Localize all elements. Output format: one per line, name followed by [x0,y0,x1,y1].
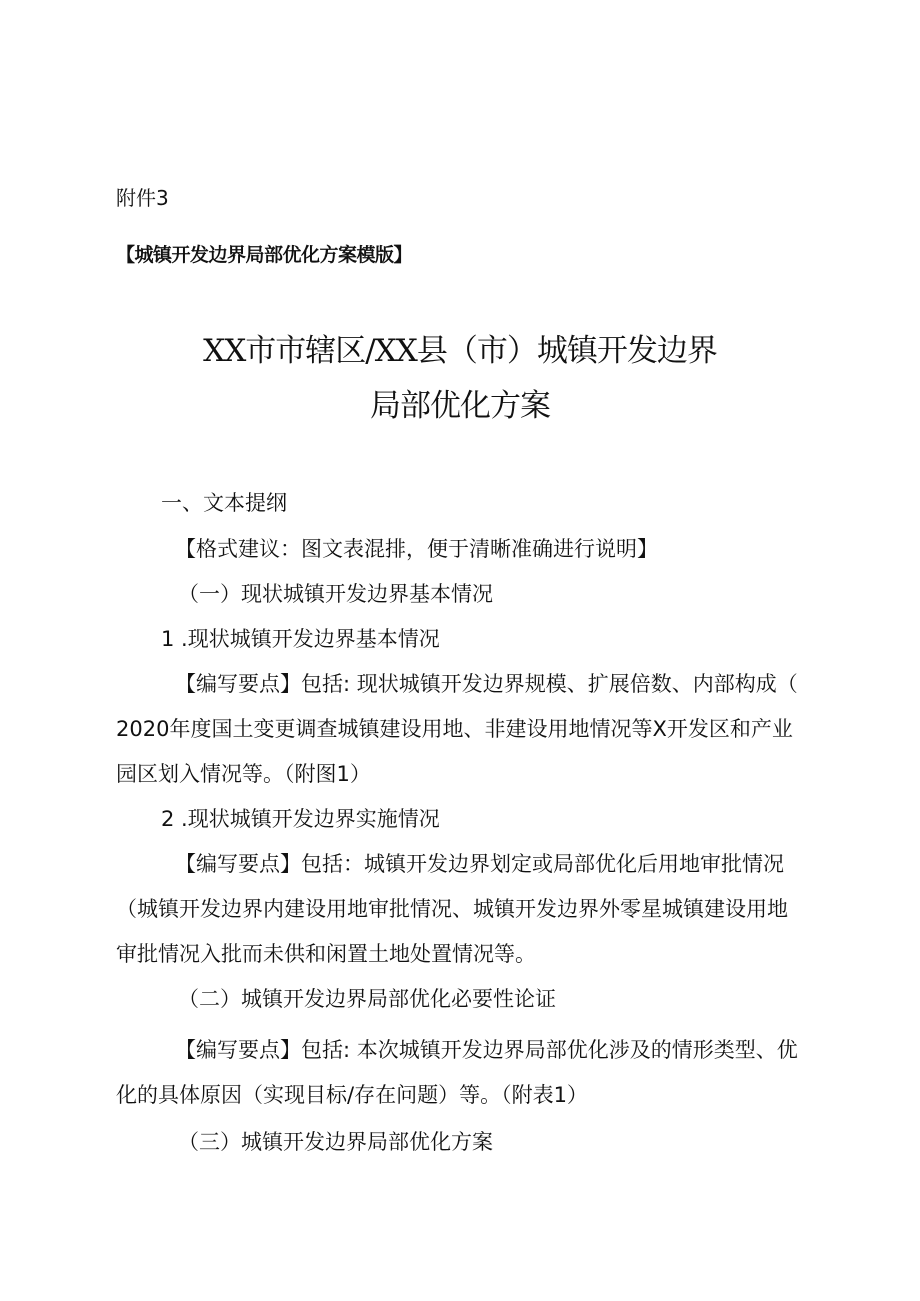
subsection-2-paragraph-line-1: 【编写要点】包括: 本次城镇开发边界局部优化涉及的情形类型、优 [175,1038,798,1062]
item-1-paragraph-line-2: 2020年度国土变更调查城镇建设用地、非建设用地情况等X开发区和产业 [116,717,793,741]
document-title-line-1: XX市市辖区/XX县（市）城镇开发边界 [203,333,717,369]
document-title-line-2: 局部优化方案 [370,388,550,424]
item-1-paragraph-line-3: 园区划入情况等。（附图1） [116,762,371,786]
subsection-heading-3: （三）城镇开发边界局部优化方案 [178,1130,493,1154]
subsection-heading-1: （一）现状城镇开发边界基本情况 [178,582,493,606]
subsection-heading-2: （二）城镇开发边界局部优化必要性论证 [178,987,556,1011]
template-label: 【城镇开发边界局部优化方案模版】 [116,244,413,266]
subsection-2-paragraph-line-2: 化的具体原因（实现目标/存在问题）等。（附表1） [116,1083,588,1107]
item-2-paragraph-line-3: 审批情况入批而未供和闲置土地处置情况等。 [116,942,536,966]
item-heading-1: 1 .现状城镇开发边界基本情况 [161,627,440,651]
section-heading-text-outline: 一、文本提纲 [161,491,287,515]
attachment-label: 附件3 [116,186,169,210]
item-1-paragraph-line-1: 【编写要点】包括: 现状城镇开发边界规模、扩展倍数、内部构成（ [175,672,798,696]
item-2-paragraph-line-2: （城镇开发边界内建设用地审批情况、城镇开发边界外零星城镇建设用地 [116,897,788,921]
item-heading-2: 2 .现状城镇开发边界实施情况 [161,807,440,831]
format-suggestion-note: 【格式建议：图文表混排，便于清晰准确进行说明】 [175,537,658,561]
item-2-paragraph-line-1: 【编写要点】包括：城镇开发边界划定或局部优化后用地审批情况 [175,852,784,876]
